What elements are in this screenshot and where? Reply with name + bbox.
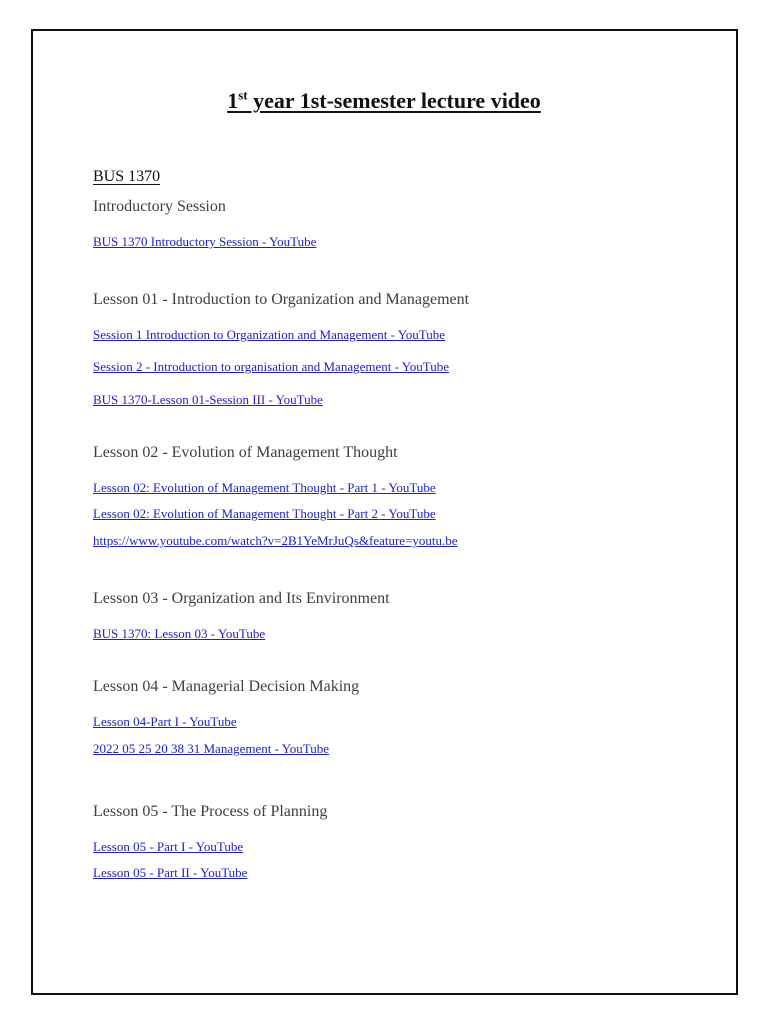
video-link-lesson-05-part-1[interactable]: Lesson 05 - Part I - YouTube xyxy=(93,839,244,854)
video-link-lesson-02-part-2[interactable]: Lesson 02: Evolution of Management Thought - Part 2 - YouTube xyxy=(93,506,436,521)
section-heading-lesson-03: Lesson 03 - Organization and Its Environment xyxy=(93,590,390,607)
video-link-lesson-01-session-2[interactable]: Session 2 - Introduction to organisation and Management - YouTube xyxy=(93,359,450,374)
section-heading-lesson-01: Lesson 01 - Introduction to Organization and Management xyxy=(93,291,470,308)
video-link-lesson-04-part-1[interactable]: Lesson 04-Part I - YouTube xyxy=(93,714,237,729)
video-link-lesson-01-session-1[interactable]: Session 1 Introduction to Organization and Management - YouTube xyxy=(93,327,446,342)
video-link-lesson-01-session-3[interactable]: BUS 1370-Lesson 01-Session III - YouTube xyxy=(93,392,323,407)
course-code: BUS 1370 xyxy=(93,168,161,185)
video-link-lesson-03[interactable]: BUS 1370: Lesson 03 - YouTube xyxy=(93,626,266,641)
section-heading-lesson-05: Lesson 05 - The Process of Planning xyxy=(93,803,328,820)
section-heading-lesson-02: Lesson 02 - Evolution of Management Thought xyxy=(93,444,398,461)
video-link-lesson-02-url[interactable]: https://www.youtube.com/watch?v=2B1YeMrJuQs&feature=youtu.be xyxy=(93,533,458,548)
title-superscript: st xyxy=(238,87,248,103)
title-prefix: 1 xyxy=(227,88,239,113)
video-link-lesson-02-part-1[interactable]: Lesson 02: Evolution of Management Thought - Part 1 - YouTube xyxy=(93,480,436,495)
page-title xyxy=(0,88,768,114)
section-heading-introductory: Introductory Session xyxy=(93,198,226,215)
title-rest: year 1st-semester lecture video xyxy=(247,88,541,113)
video-link-lesson-04-recording[interactable]: 2022 05 25 20 38 31 Management - YouTube xyxy=(93,741,330,756)
section-heading-lesson-04: Lesson 04 - Managerial Decision Making xyxy=(93,678,360,695)
video-link-lesson-05-part-2[interactable]: Lesson 05 - Part II - YouTube xyxy=(93,865,248,880)
video-link-introductory-session[interactable]: BUS 1370 Introductory Session - YouTube xyxy=(93,234,317,249)
